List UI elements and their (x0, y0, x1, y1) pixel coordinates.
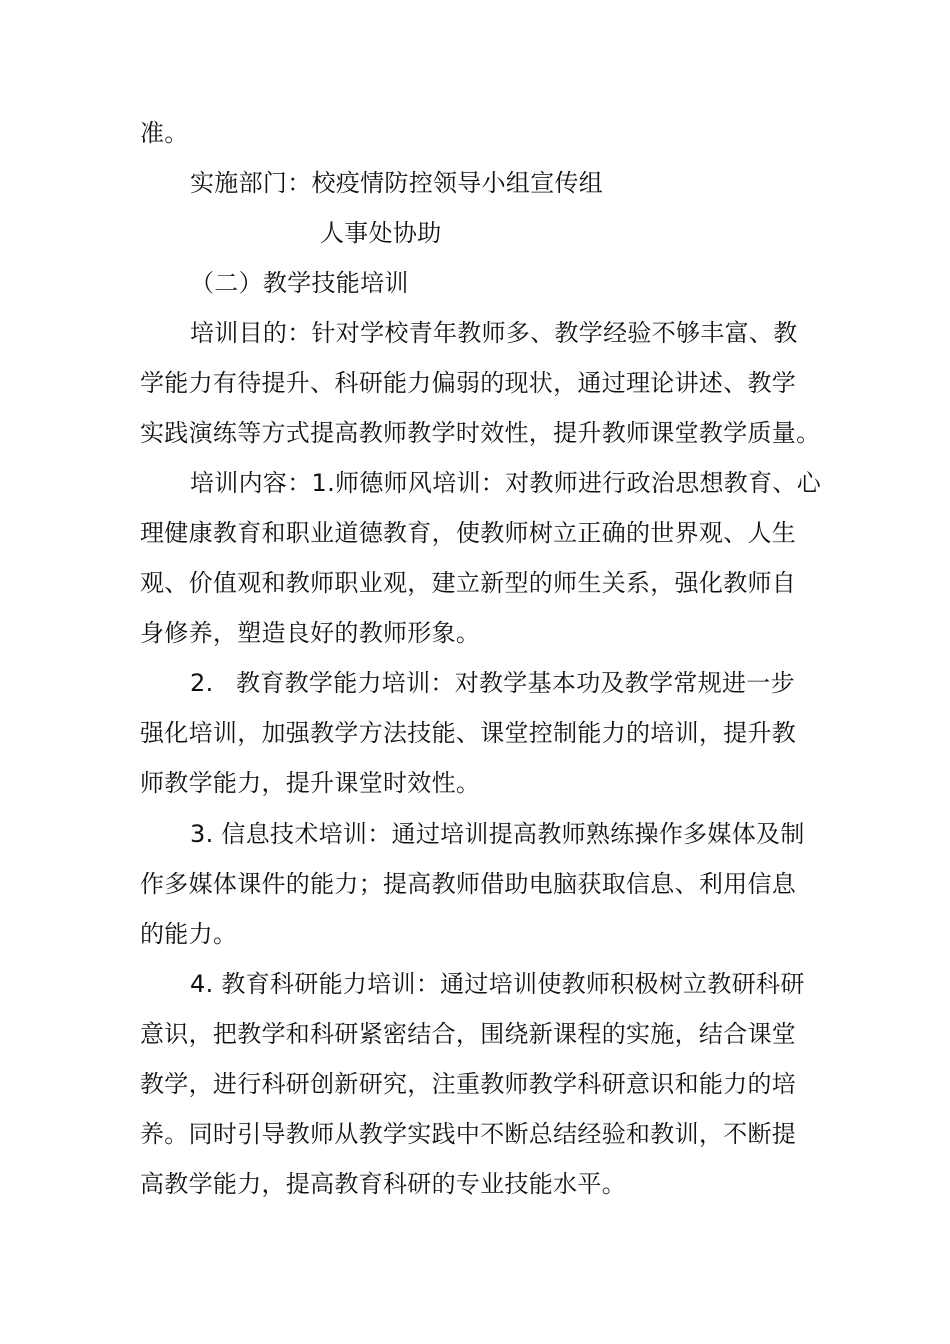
text-line: 身修养，塑造良好的教师形象。 (140, 619, 481, 647)
section-heading: （二）教学技能培训 (190, 269, 409, 297)
text-line: 养。同时引导教师从教学实践中不断总结经验和教训，不断提 (140, 1120, 797, 1148)
text-line: 培训目的：针对学校青年教师多、教学经验不够丰富、教 (190, 319, 798, 347)
text-line: 人事处协助 (320, 219, 442, 247)
text-line: 实践演练等方式提高教师教学时效性，提升教师课堂教学质量。 (140, 419, 821, 447)
list-item-number: 2. (190, 669, 214, 697)
text-line: 高教学能力，提高教育科研的专业技能水平。 (140, 1170, 626, 1198)
text-line: 准。 (140, 119, 189, 147)
text-line: 4. 教育科研能力培训：通过培训使教师积极树立教研科研 (190, 970, 805, 998)
text-line: 观、价值观和教师职业观，建立新型的师生关系，强化教师自 (140, 569, 797, 597)
text-line: 理健康教育和职业道德教育，使教师树立正确的世界观、人生 (140, 519, 797, 547)
text-line: 实施部门：校疫情防控领导小组宣传组 (190, 169, 604, 197)
list-item-line (190, 667, 880, 699)
text-line: 强化培训，加强教学方法技能、课堂控制能力的培训，提升教 (140, 719, 797, 747)
text-line: 意识，把教学和科研紧密结合，围绕新课程的实施，结合课堂 (140, 1020, 797, 1048)
list-item-text: 教育教学能力培训：对教学基本功及教学常规进一步 (236, 669, 795, 697)
text-line: 的能力。 (140, 920, 238, 948)
text-line: 学能力有待提升、科研能力偏弱的现状，通过理论讲述、教学 (140, 369, 797, 397)
text-line: 作多媒体课件的能力；提高教师借助电脑获取信息、利用信息 (140, 870, 797, 898)
text-line: 教学，进行科研创新研究，注重教师教学科研意识和能力的培 (140, 1070, 797, 1098)
text-line: 师教学能力，提升课堂时效性。 (140, 769, 481, 797)
text-line: 3. 信息技术培训：通过培训提高教师熟练操作多媒体及制 (190, 820, 805, 848)
text-line: 培训内容：1.师德师风培训：对教师进行政治思想教育、心 (190, 469, 821, 497)
